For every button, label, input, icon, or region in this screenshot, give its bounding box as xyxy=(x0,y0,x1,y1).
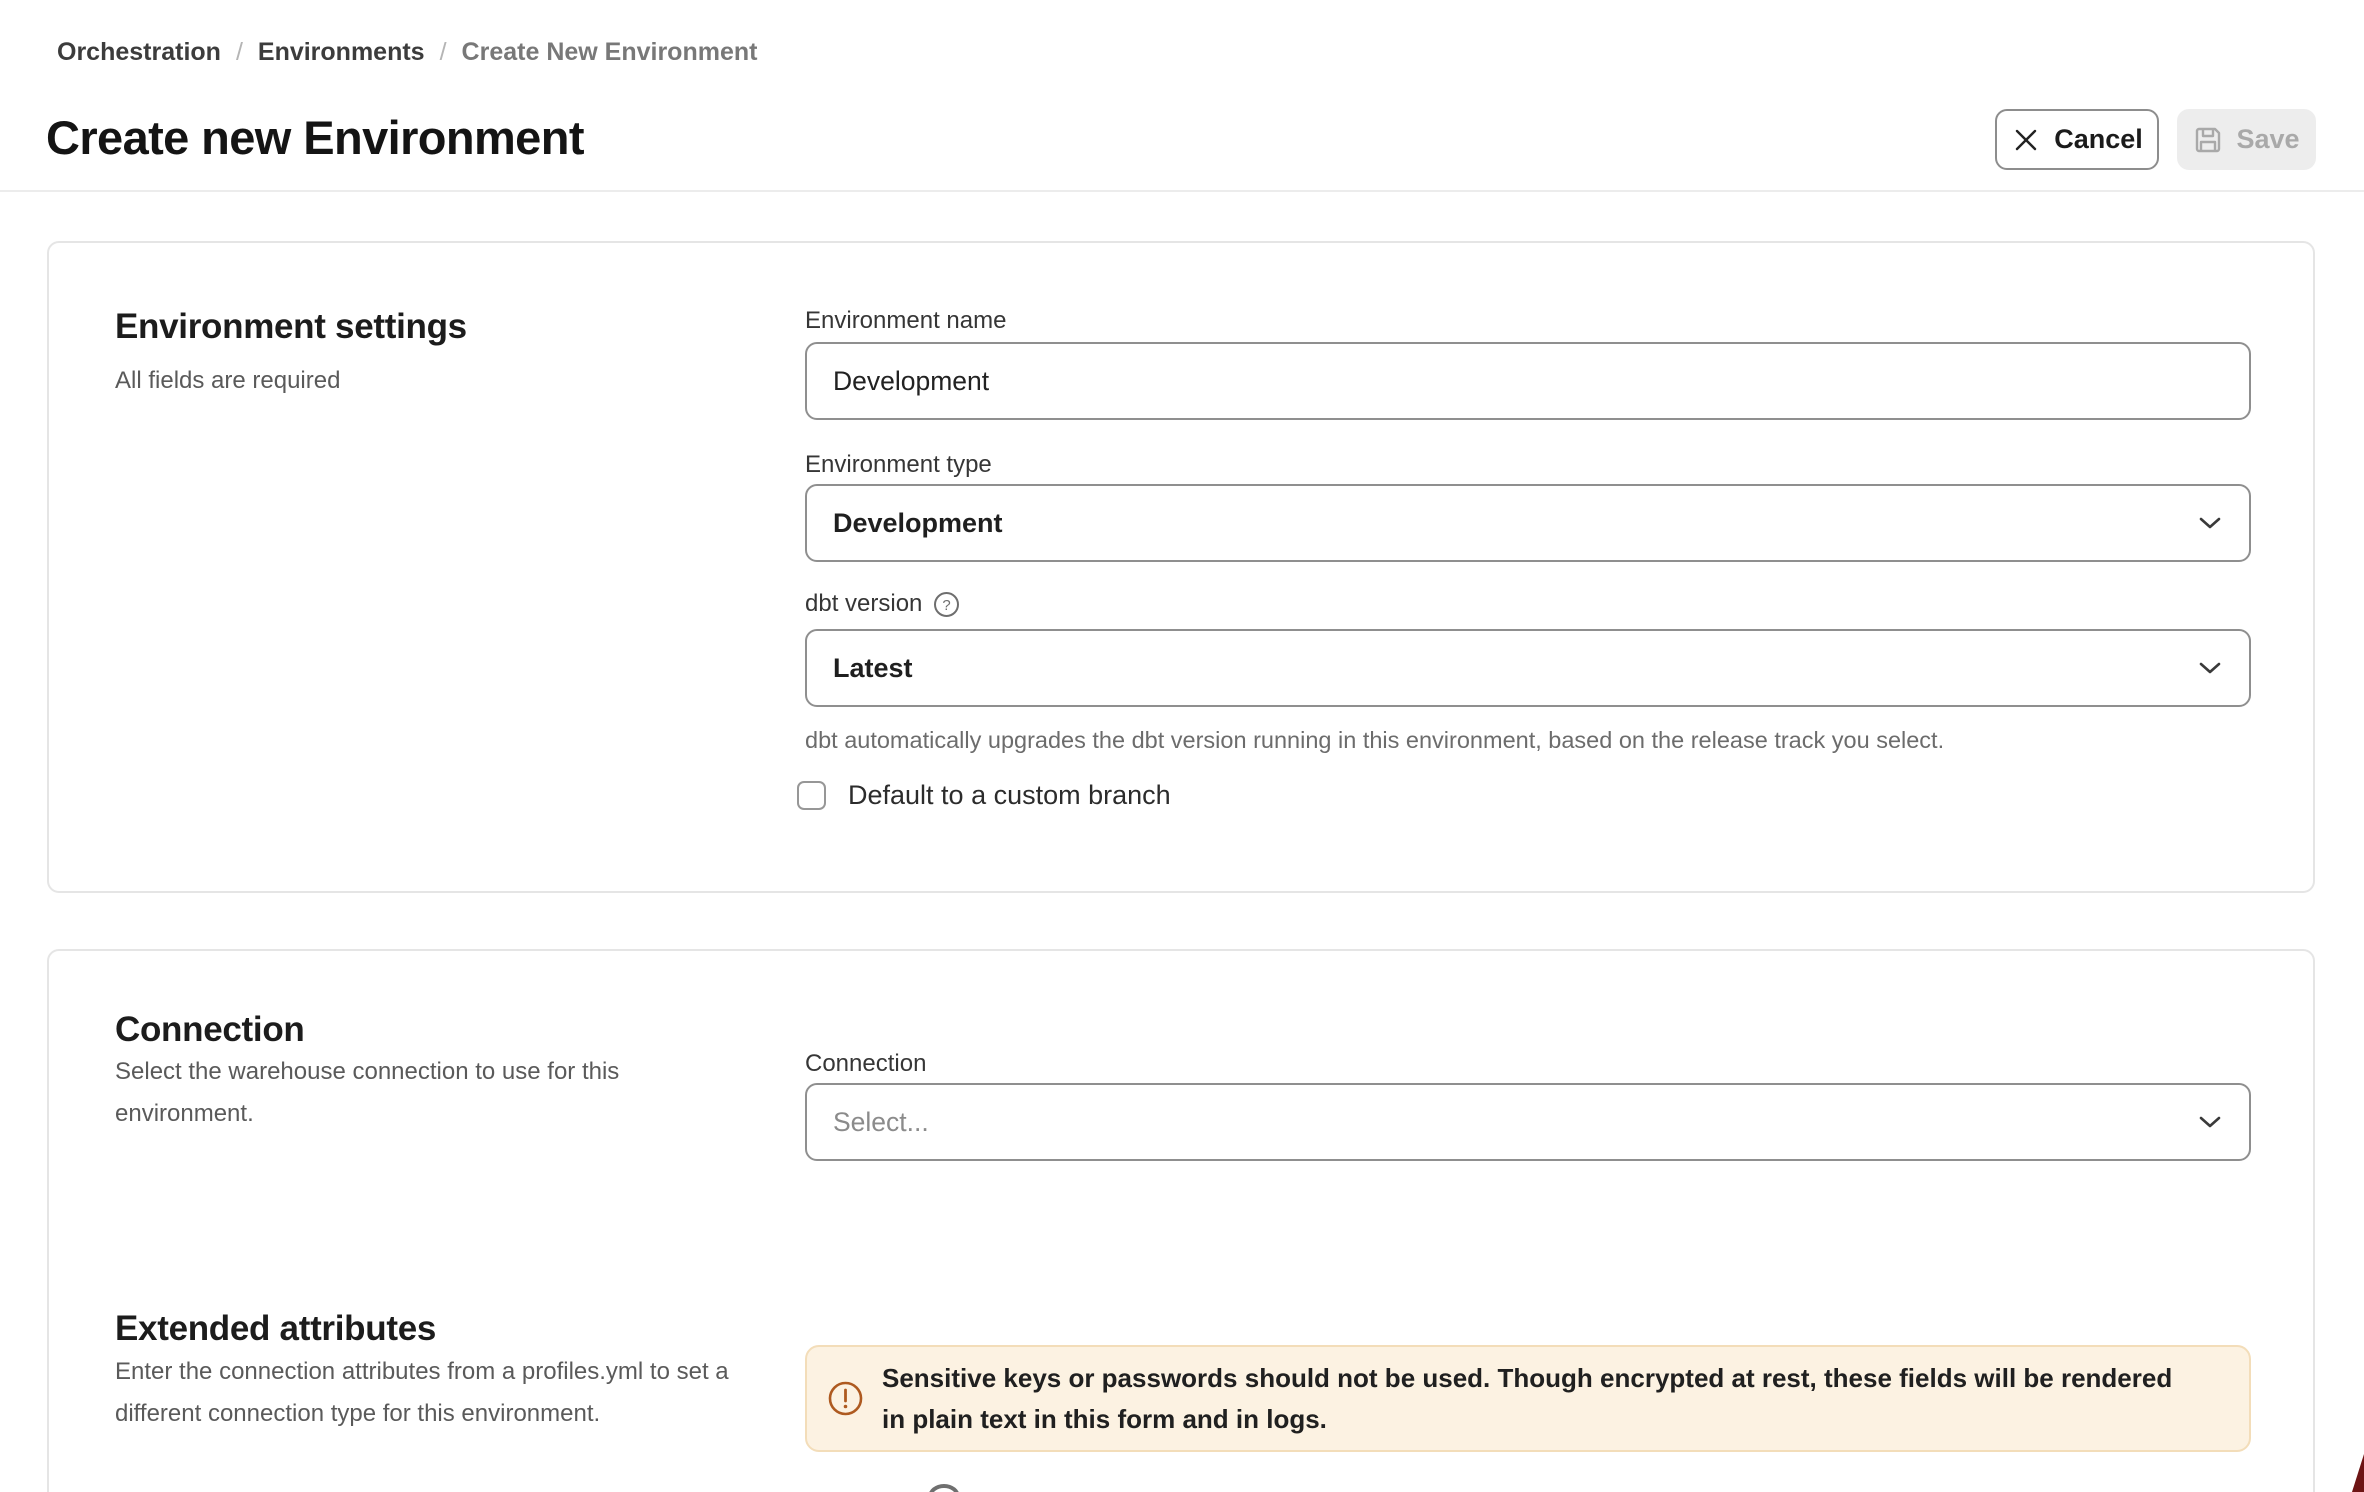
environment-type-select[interactable] xyxy=(805,484,2251,562)
connection-description: Select the warehouse connection to use for this environment. xyxy=(115,1058,620,1127)
environment-type-label: Environment type xyxy=(805,451,992,478)
clipped-corner-badge xyxy=(2352,1454,2364,1492)
connection-select[interactable] xyxy=(805,1083,2251,1161)
dbt-version-select[interactable] xyxy=(805,629,2251,707)
environment-name-input[interactable] xyxy=(805,342,2251,420)
page-title: Create new Environment xyxy=(46,111,584,164)
svg-text:?: ? xyxy=(942,596,952,614)
environment-settings-subheading: All fields are required xyxy=(115,367,341,394)
alert-circle-icon xyxy=(827,1380,864,1417)
dbt-version-label: dbt version xyxy=(805,590,923,617)
custom-branch-label: Default to a custom branch xyxy=(848,780,1171,810)
save-button-label: Save xyxy=(2236,124,2300,154)
custom-branch-checkbox-row[interactable] xyxy=(797,780,1171,811)
warning-message: Sensitive keys or passwords should not be used. Though encrypted at rest, these fields will be rendered in plain text in this form and in logs. xyxy=(882,1362,2173,1434)
breadcrumb-current-page: Create New Environment xyxy=(461,38,758,66)
dbt-version-helper-text: dbt automatically upgrades the dbt version running in this environment, based on the release track you select. xyxy=(805,727,1945,753)
environment-name-label: Environment name xyxy=(805,307,1007,334)
close-icon xyxy=(2011,125,2041,155)
environment-settings-card xyxy=(47,241,2315,893)
connection-select-label: Connection xyxy=(805,1050,927,1077)
cancel-button[interactable] xyxy=(1995,109,2159,170)
save-button[interactable] xyxy=(2177,109,2316,170)
custom-branch-checkbox[interactable] xyxy=(797,781,826,810)
environment-settings-heading: Environment settings xyxy=(115,307,467,346)
header-divider xyxy=(0,190,2364,192)
chevron-down-icon xyxy=(2197,660,2223,676)
dbt-version-value: Latest xyxy=(833,652,913,683)
help-icon[interactable] xyxy=(933,591,960,618)
breadcrumb-separator: / xyxy=(439,38,447,66)
chevron-down-icon xyxy=(2197,1114,2223,1130)
save-floppy-icon xyxy=(2193,125,2223,155)
sensitive-keys-warning-banner xyxy=(805,1345,2251,1452)
connection-card xyxy=(47,949,2315,1492)
breadcrumb-separator: / xyxy=(235,38,243,66)
breadcrumb-environments[interactable]: Environments xyxy=(257,38,425,66)
extended-attributes-description: Enter the connection attributes from a profiles.yml to set a different connection type for this environment. xyxy=(115,1358,729,1427)
connection-heading: Connection xyxy=(115,1010,305,1049)
extended-attributes-heading: Extended attributes xyxy=(115,1309,437,1348)
breadcrumb-orchestration[interactable]: Orchestration xyxy=(57,38,221,66)
dbt-version-label-row xyxy=(805,590,960,618)
connection-select-placeholder: Select... xyxy=(833,1106,929,1137)
chevron-down-icon xyxy=(2197,515,2223,531)
environment-type-value: Development xyxy=(833,507,1003,538)
breadcrumb xyxy=(57,38,757,67)
cancel-button-label: Cancel xyxy=(2054,124,2143,154)
